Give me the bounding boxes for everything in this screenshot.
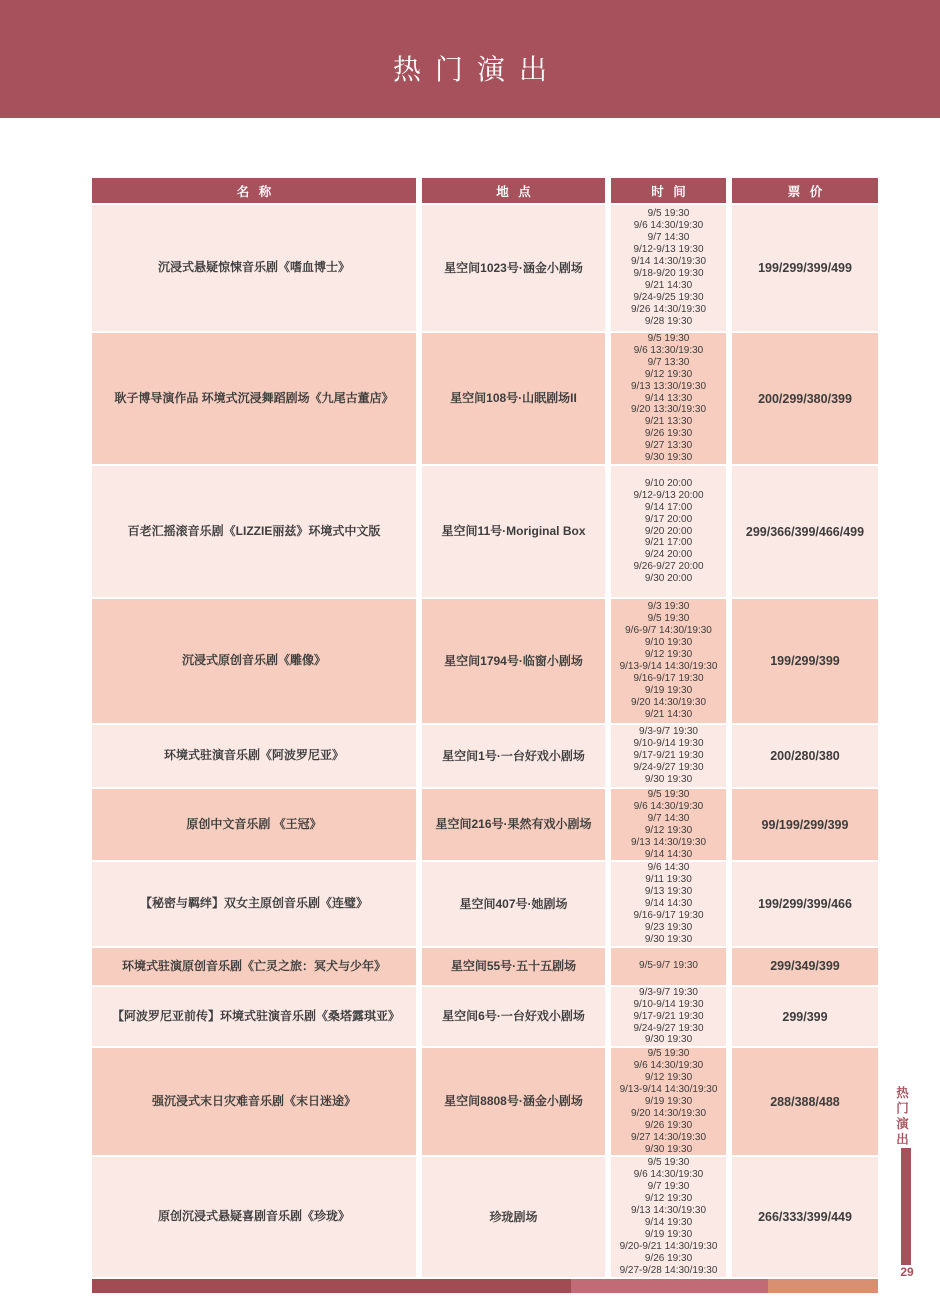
performance-times: [611, 987, 726, 1047]
performance-venue: 星空间8808号·涵金小剧场: [422, 1048, 605, 1155]
time-line: 9/16-9/17 19:30: [633, 910, 704, 922]
time-line: 9/30 19:30: [644, 933, 693, 945]
bottom-bar-segment-rose: [571, 1279, 768, 1293]
time-line: 9/13-9/14 14:30/19:30: [619, 1084, 718, 1096]
performance-price: 299/399: [732, 987, 878, 1047]
time-line: 9/12-9/13 19:30: [633, 244, 704, 256]
side-tab-bar: [901, 1148, 911, 1265]
performance-venue: 星空间11号·Moriginal Box: [422, 466, 605, 597]
time-line: 9/7 19:30: [647, 1181, 690, 1193]
performance-venue: 星空间55号·五十五剧场: [422, 948, 605, 985]
time-line: 9/5 19:30: [647, 333, 690, 345]
time-line: 9/20 14:30/19:30: [630, 1107, 707, 1119]
performance-name: 百老汇摇滚音乐剧《LIZZIE丽兹》环境式中文版: [92, 466, 416, 597]
page-title: 热门演出: [392, 54, 561, 85]
time-line: 9/16-9/17 19:30: [633, 672, 704, 684]
table-header-row: [92, 178, 878, 203]
performance-times: [611, 466, 726, 597]
time-line: 9/3-9/7 19:30: [639, 986, 698, 998]
time-line: 9/7 14:30: [647, 812, 690, 824]
time-line: 9/12-9/13 20:00: [633, 489, 704, 501]
performance-venue: 星空间1号·一台好戏小剧场: [422, 725, 605, 787]
time-line: 9/30 19:30: [644, 1143, 693, 1155]
performance-venue: 星空间407号·她剧场: [422, 862, 605, 945]
time-line: 9/12 19:30: [644, 1193, 693, 1205]
time-line: 9/13 14:30/19:30: [630, 1205, 707, 1217]
time-line: 9/12 19:30: [644, 368, 693, 380]
time-line: 9/13 14:30/19:30: [630, 836, 707, 848]
time-line: 9/28 19:30: [644, 315, 693, 327]
time-line: 9/5 19:30: [647, 208, 690, 220]
time-line: 9/17 20:00: [644, 513, 693, 525]
time-line: 9/3 19:30: [647, 601, 690, 613]
column-header-name: 名 称: [92, 178, 416, 203]
table-row: [92, 862, 878, 945]
time-line: 9/17-9/21 19:30: [633, 750, 704, 762]
time-line: 9/14 17:00: [644, 501, 693, 513]
performance-venue: 星空间108号·山眠剧场II: [422, 333, 605, 464]
table-row: [92, 987, 878, 1047]
table-row: [92, 333, 878, 464]
table-row: [92, 789, 878, 860]
column-header-venue: 地 点: [422, 178, 605, 203]
performance-price: 199/299/399/466: [732, 862, 878, 945]
performance-venue: 星空间1023号·涵金小剧场: [422, 205, 605, 331]
time-line: 9/10-9/14 19:30: [633, 738, 704, 750]
table-row: [92, 205, 878, 331]
performance-times: [611, 599, 726, 723]
time-line: 9/11 19:30: [645, 874, 692, 886]
time-line: 9/21 17:00: [644, 537, 693, 549]
time-line: 9/24 20:00: [644, 549, 693, 561]
time-line: 9/5 19:30: [647, 1157, 690, 1169]
time-line: 9/14 14:30: [644, 898, 693, 910]
performance-times: [611, 948, 726, 985]
time-line: 9/19 19:30: [644, 1095, 693, 1107]
performance-name: 【秘密与羁绊】双女主原创音乐剧《连璧》: [92, 862, 416, 945]
time-line: 9/6 13:30/19:30: [633, 344, 704, 356]
performance-price: 299/349/399: [732, 948, 878, 985]
time-line: 9/14 14:30/19:30: [630, 256, 707, 268]
performance-times: [611, 725, 726, 787]
performance-times: [611, 205, 726, 331]
time-line: 9/26 14:30/19:30: [630, 303, 707, 315]
table-row: [92, 948, 878, 985]
time-line: 9/5 19:30: [647, 613, 690, 625]
time-line: 9/13-9/14 14:30/19:30: [619, 661, 718, 672]
time-line: 9/19 19:30: [644, 684, 693, 696]
time-line: 9/20 13:30/19:30: [630, 404, 707, 416]
performance-name: 原创沉浸式悬疑喜剧音乐剧《珍珑》: [92, 1157, 416, 1276]
time-line: 9/30 19:30: [644, 452, 693, 464]
bottom-bar-segment-salmon: [768, 1279, 878, 1293]
time-line: 9/21 14:30: [644, 279, 693, 291]
time-line: 9/10 19:30: [644, 637, 693, 649]
time-line: 9/12 19:30: [644, 649, 693, 661]
time-line: 9/23 19:30: [644, 921, 693, 933]
performance-price: 199/299/399/499: [732, 205, 878, 331]
time-line: 9/6 14:30/19:30: [633, 1060, 704, 1072]
performance-venue: 星空间216号·果然有戏小剧场: [422, 789, 605, 860]
time-line: 9/26 19:30: [644, 1119, 693, 1131]
time-line: 9/12 19:30: [644, 824, 693, 836]
time-line: 9/26-9/27 20:00: [633, 561, 704, 573]
performance-times: [611, 333, 726, 464]
time-line: 9/24-9/27 19:30: [633, 761, 704, 773]
time-line: 9/6 14:30: [647, 862, 690, 874]
performance-price: 299/366/399/466/499: [732, 466, 878, 597]
performance-times: [611, 1157, 726, 1276]
performance-name: 【阿波罗尼亚前传】环境式驻演音乐剧《桑塔露琪亚》: [92, 987, 416, 1047]
time-line: 9/27 13:30: [644, 440, 693, 452]
page-number: 29: [900, 1265, 914, 1279]
time-line: 9/10 20:00: [644, 477, 693, 489]
table-row: [92, 1048, 878, 1155]
time-line: 9/21 13:30: [644, 416, 693, 428]
time-line: 9/14 19:30: [644, 1217, 693, 1228]
table-body: [92, 205, 878, 1277]
bottom-bar-segment-dark: [92, 1279, 571, 1293]
performance-times: [611, 789, 726, 860]
performance-times: [611, 862, 726, 945]
time-line: 9/13 13:30/19:30: [630, 380, 707, 392]
time-line: 9/24-9/27 19:30: [633, 1022, 704, 1034]
time-line: 9/14 14:30: [644, 848, 693, 860]
table-row: [92, 466, 878, 597]
performance-name: 原创中文音乐剧 《王冠》: [92, 789, 416, 860]
performance-name: 耿子博导演作品 环境式沉浸舞蹈剧场《九尾古董店》: [92, 333, 416, 464]
time-line: 9/20-9/21 14:30/19:30: [619, 1240, 718, 1252]
performance-price: 288/388/488: [732, 1048, 878, 1155]
side-tab-label: 热门演出: [894, 1086, 909, 1148]
time-line: 9/6 14:30/19:30: [633, 800, 704, 812]
time-line: 9/20 20:00: [644, 525, 693, 537]
time-line: 9/27-9/28 14:30/19:30: [619, 1264, 718, 1276]
time-line: 9/27 14:30/19:30: [630, 1131, 707, 1143]
table-row: [92, 725, 878, 787]
time-line: 9/18-9/20 19:30: [633, 268, 704, 279]
time-line: 9/7 13:30: [647, 356, 690, 368]
performance-name: 环境式驻演原创音乐剧《亡灵之旅：冥犬与少年》: [92, 948, 416, 985]
performance-venue: 珍珑剧场: [422, 1157, 605, 1276]
column-header-time: 时 间: [611, 178, 726, 203]
time-line: 9/26 19:30: [644, 428, 693, 440]
time-line: 9/13 19:30: [644, 886, 693, 898]
time-line: 9/10-9/14 19:30: [633, 998, 704, 1010]
time-line: 9/21 14:30: [644, 708, 693, 720]
performance-name: 环境式驻演音乐剧《阿波罗尼亚》: [92, 725, 416, 787]
time-line: 9/6 14:30/19:30: [633, 220, 704, 232]
time-line: 9/19 19:30: [644, 1228, 693, 1240]
page-header-band: [0, 0, 940, 118]
time-line: 9/5-9/7 19:30: [639, 960, 698, 972]
time-line: 9/30 20:00: [644, 573, 693, 585]
bottom-gradient-bar: [92, 1279, 878, 1293]
time-line: 9/5 19:30: [647, 1048, 690, 1060]
performance-table: [92, 178, 878, 1293]
performance-price: 99/199/299/399: [732, 789, 878, 860]
performance-price: 200/280/380: [732, 725, 878, 787]
performance-name: 沉浸式悬疑惊悚音乐剧《嗜血博士》: [92, 205, 416, 331]
time-line: 9/24-9/25 19:30: [633, 291, 704, 303]
time-line: 9/6-9/7 14:30/19:30: [625, 625, 712, 637]
time-line: 9/20 14:30/19:30: [630, 696, 707, 708]
time-line: 9/6 14:30/19:30: [633, 1169, 704, 1181]
performance-venue: 星空间6号·一台好戏小剧场: [422, 987, 605, 1047]
time-line: 9/30 19:30: [644, 1034, 693, 1046]
time-line: 9/14 13:30: [644, 392, 693, 404]
time-line: 9/30 19:30: [644, 773, 693, 785]
column-header-price: 票 价: [732, 178, 878, 203]
time-line: 9/5 19:30: [647, 789, 690, 800]
performance-price: 199/299/399: [732, 599, 878, 723]
time-line: 9/17-9/21 19:30: [633, 1010, 704, 1022]
performance-name: 强沉浸式末日灾难音乐剧《末日迷途》: [92, 1048, 416, 1155]
table-row: [92, 599, 878, 723]
table-row: [92, 1157, 878, 1276]
performance-price: 200/299/380/399: [732, 333, 878, 464]
performance-times: [611, 1048, 726, 1155]
performance-venue: 星空间1794号·临窗小剧场: [422, 599, 605, 723]
time-line: 9/12 19:30: [644, 1072, 693, 1084]
time-line: 9/3-9/7 19:30: [639, 726, 698, 738]
performance-price: 266/333/399/449: [732, 1157, 878, 1276]
time-line: 9/7 14:30: [647, 232, 690, 244]
performance-name: 沉浸式原创音乐剧《雕像》: [92, 599, 416, 723]
time-line: 9/26 19:30: [644, 1252, 693, 1264]
